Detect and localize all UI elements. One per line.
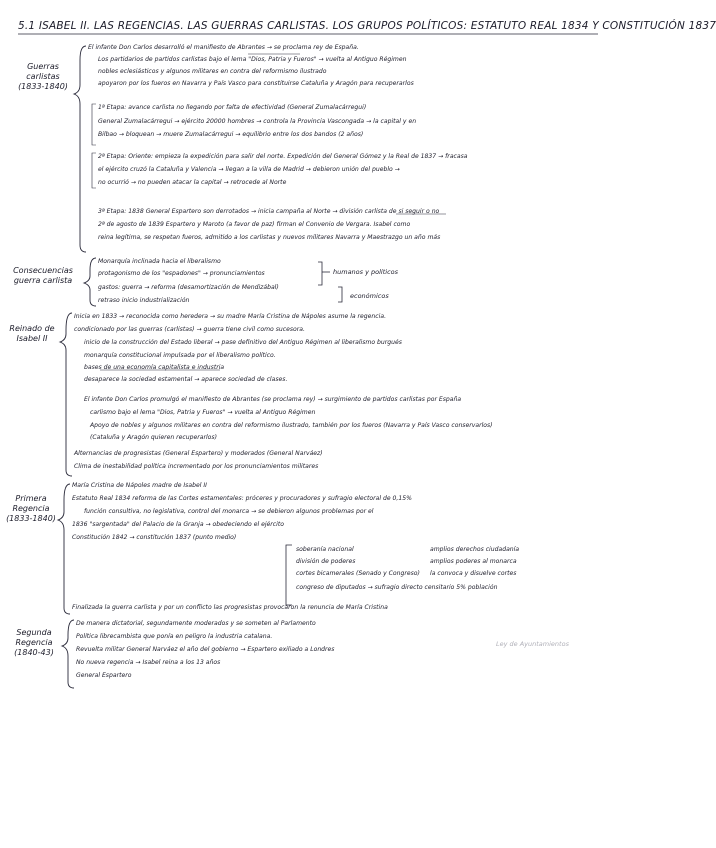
primera-line: Estatuto Real 1834 reforma de las Cortes estamentales: próceres y procuradores y sufragio electoral de 0,15%: [72, 495, 412, 502]
segunda-line: Política librecambista que ponía en peligro la industria catalana.: [76, 633, 273, 640]
primera-line: soberanía nacional: [296, 546, 354, 553]
reinado-line: carlismo bajo el lema "Dios, Patria y Fueros" → vuelta al Antiguo Régimen: [90, 409, 316, 416]
reinado-line: Clima de inestabilidad política incrementado por los pronunciamientos militares: [74, 463, 319, 470]
consecuencias-line: protagonismo de los "espadones" → pronunciamientos: [98, 270, 265, 277]
guerras-line: no ocurrió → no pueden atacar la capital → retrocede al Norte: [98, 179, 287, 186]
section-label-reinado: Reinado de Isabel II: [9, 324, 55, 343]
bracket-economicos: económicos: [350, 292, 389, 300]
reinado-line: Alternancias de progresistas (General Espartero) y moderados (General Narváez): [74, 450, 323, 457]
primera-line: amplios poderes al monarca: [430, 558, 517, 565]
guerras-line: 1ª Etapa: avance carlista no llegando por falta de efectividad (General Zumalacárregui): [98, 104, 367, 111]
reinado-line: Inicia en 1833 → reconocida como heredera → su madre María Cristina de Nápoles asume la regencia.: [74, 313, 387, 320]
guerras-line: Los partidarios de partidos carlistas bajo el lema "Dios, Patria y Fueros" → vuelta al Antiguo Régimen: [98, 56, 407, 63]
guerras-line: nobles eclesiásticos y algunos militares en contra del reformismo ilustrado: [98, 68, 327, 75]
guerras-line: 2ª Etapa: Oriente: empieza la expedición para salir del norte. Expedición del General Gómez y la Real de 1837 → fracasa: [98, 153, 468, 160]
guerras-line: reina legítima, se respetan fueros, admitido a los carlistas y nuevos militares Navarra y Maestrazgo un año más: [98, 234, 441, 241]
primera-line: 1836 "sargentada" del Palacio de la Granja → obedeciendo el ejército: [72, 521, 284, 528]
reinado-line: (Cataluña y Aragón quieren recuperarlos): [90, 434, 217, 441]
primera-line: división de poderes: [296, 558, 356, 565]
segunda-line: No nueva regencia → Isabel reina a los 13 años: [76, 659, 221, 666]
segunda-line: De manera dictatorial, segundamente moderados y se someten al Parlamento: [76, 620, 316, 627]
primera-line: Constitución 1842 → constitución 1837 (punto medio): [72, 534, 237, 541]
guerras-line: Bilbao → bloquean → muere Zumalacárregui → equilibrio entre los dos bandos (2 años): [98, 131, 364, 138]
consecuencias-line: Monarquía inclinada hacia el liberalismo: [98, 258, 221, 265]
consecuencias-line: gastos: guerra → reforma (desamortización de Mendizábal): [98, 284, 279, 291]
guerras-line: apoyaron por los fueros en Navarra y País Vasco para constituirse Cataluña y Aragón para recuperarlos: [98, 80, 414, 87]
section-label-primera-regencia: Primera Regencia (1833-1840): [6, 494, 56, 523]
faint-note: Ley de Ayuntamientos: [496, 640, 569, 648]
section-label-segunda-regencia: Segunda Regencia (1840-43): [14, 628, 54, 657]
primera-line: María Cristina de Nápoles madre de Isabel II: [72, 482, 207, 489]
reinado-line: condicionado por las guerras (carlistas) → guerra tiene civil como sucesora.: [74, 326, 305, 333]
segunda-line: General Espartero: [76, 672, 132, 679]
primera-line: cortes bicamerales (Senado y Congreso): [296, 570, 420, 577]
section-label-consecuencias: Consecuencias guerra carlista: [13, 266, 73, 285]
reinado-line: El infante Don Carlos promulgó el manifiesto de Abrantes (se proclama rey) → surgimiento de partidos carlistas por España: [84, 396, 462, 403]
guerras-line: General Zumalacárregui → ejército 20000 hombres → controla la Provincia Vascongada → la capital y en: [98, 118, 417, 125]
primera-line: amplios derechos ciudadanía: [430, 546, 520, 553]
primera-line: la convoca y disuelve cortes: [430, 570, 517, 577]
reinado-line: Apoyo de nobles y algunos militares en contra del reformismo ilustrado, también por los fueros (Navarra y País Vasco conservarlos): [90, 422, 493, 429]
section-label-guerras: Guerras carlistas (1833-1840): [18, 62, 68, 91]
consecuencias-line: retraso inicio industrialización: [98, 297, 190, 304]
bracket-humanos: humanos y políticos: [333, 268, 399, 276]
reinado-line: desaparece la sociedad estamental → aparece sociedad de clases.: [84, 376, 288, 383]
page-title: 5.1 ISABEL II. LAS REGENCIAS. LAS GUERRAS CARLISTAS. LOS GRUPOS POLÍTICOS: ESTATUTO REAL 1834 Y CONSTITUCIÓN 1837: [18, 20, 716, 32]
segunda-line: Revuelta militar General Narváez el año del gobierno → Espartero exiliado a Londres: [76, 646, 335, 653]
primera-line: congreso de diputados → sufragio directo censitario 5% población: [296, 584, 498, 591]
reinado-line: inicio de la construcción del Estado liberal → pase definitivo del Antiguo Régimen al liberalismo burgués: [84, 339, 402, 346]
primera-line: Finalizada la guerra carlista y por un conflicto las progresistas provocaron la renuncia de María Cristina: [72, 604, 388, 611]
reinado-line: monarquía constitucional impulsada por el liberalismo político.: [84, 352, 276, 359]
reinado-line: bases de una economía capitalista e industria: [84, 364, 225, 371]
guerras-line: El infante Don Carlos desarrolló el manifiesto de Abrantes → se proclama rey de España.: [88, 44, 359, 51]
guerras-line: el ejército cruzó la Cataluña y Valencia → llegan a la villa de Madrid → debieron unión del pueblo →: [98, 166, 400, 173]
guerras-line: 2ª de agosto de 1839 Espartero y Maroto (a favor de paz) firman el Convenio de Vergara. Isabel como: [98, 221, 411, 228]
primera-line: función consultiva, no legislativa, control del monarca → se debieron algunos problemas por el: [84, 508, 374, 515]
guerras-line: 3ª Etapa: 1838 General Espartero son derrotados → inicia campaña al Norte → división carlista de si seguir o no: [98, 208, 440, 215]
